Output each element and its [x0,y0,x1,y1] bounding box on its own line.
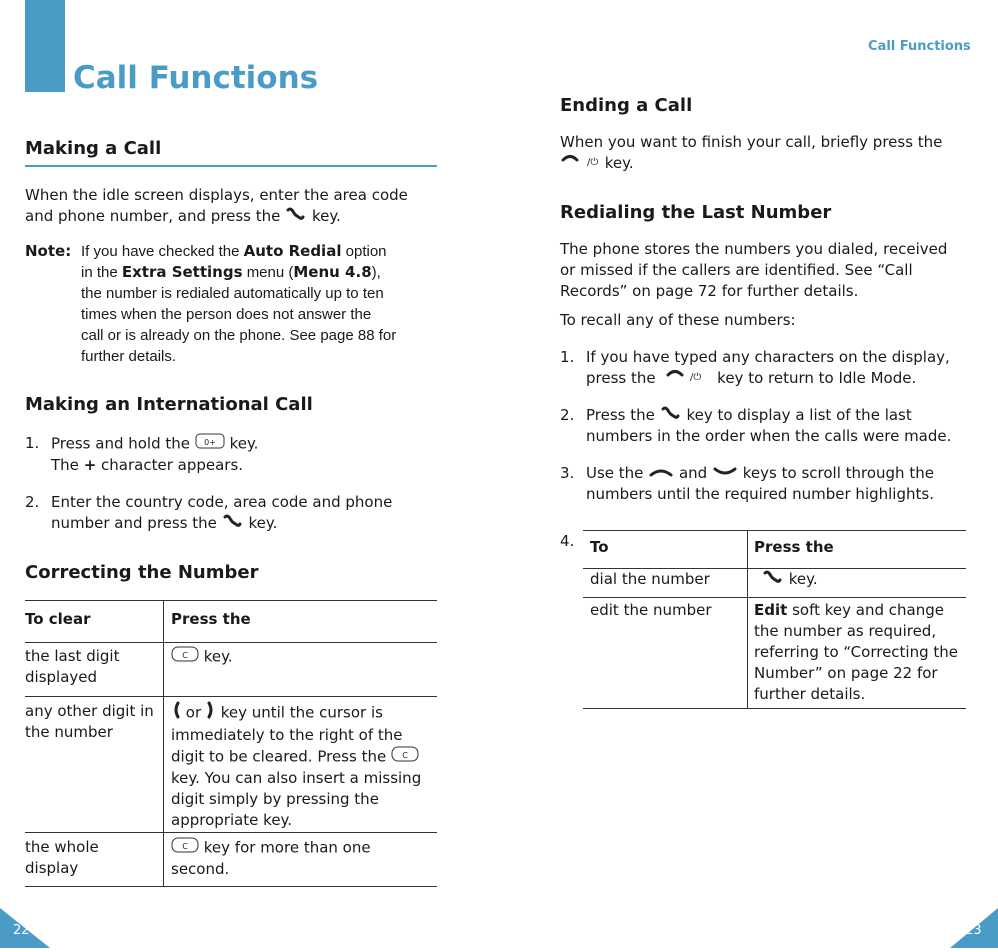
cell-text: key until the cursor is immediately to the right of the digit to be cleared. Press the [171,703,403,766]
cell-text: key. You can also insert a missing digit simply by pressing the appropriate key. [171,769,422,829]
body-line: Records” on page 72 for further details. [560,282,859,300]
table-header [583,531,966,569]
end-key-icon [560,153,600,174]
left-key-icon [171,701,181,725]
step-line: If you have typed any characters on the display, [586,348,950,366]
correcting-heading: Correcting the Number [25,562,259,583]
running-header: Call Functions [868,39,971,54]
note-fragment: option [345,243,387,260]
send-key-icon [762,569,784,590]
note-label: Note: [25,242,72,260]
step-number: 3. [560,464,575,482]
cell-text: key for more than one second. [171,838,371,878]
send-key-icon [660,405,682,426]
step-line [51,433,258,455]
note-bold: Menu 4.8 [293,263,372,281]
redial-heading: Redialing the Last Number [560,202,832,223]
note-fragment: in the [81,264,118,281]
step-text: number and press the [51,514,217,532]
step-text: Press the [586,406,655,424]
step-line: Enter the country code, area code and phone [51,493,393,511]
cell: dial the number [583,569,748,598]
ending-body [560,132,975,174]
step-line [586,368,950,389]
body-line: The phone stores the numbers you dialed, received [560,240,948,258]
step-text: Press and hold the [51,434,190,453]
table-row [25,833,437,887]
step-text: key to return to Idle Mode. [717,369,917,387]
up-key-icon [648,463,674,484]
svg-text:/⏻: /⏻ [690,372,702,383]
send-key-icon [285,206,307,227]
step-number: 2. [560,406,575,424]
step-1 [25,433,437,476]
body-text: and phone number, and press the [25,207,281,225]
col-header: Press the [754,538,834,556]
end-key-icon [660,368,712,389]
cell-text: key. [203,647,233,666]
step-text: Use the [586,464,644,482]
note-bold: Extra Settings [121,263,243,281]
making-call-body [25,185,437,227]
heading-rule [25,165,437,167]
body-line [560,153,975,174]
step-number: 2. [25,493,40,511]
body-text: key. [311,207,341,225]
body-line [25,206,437,227]
step-line [51,513,392,534]
body-line: When you want to finish your call, briefly press the [560,133,943,151]
body-line: To recall any of these numbers: [560,311,796,329]
note-line: call or is already on the phone. See page 88 for [81,327,397,344]
col-header: To [583,531,748,569]
step-text: character appears. [101,456,244,474]
note-line: the number is redialed automatically up to ten [81,285,384,302]
svg-text:/⏻: /⏻ [587,157,599,168]
step-line [51,455,258,476]
step-text: The [51,456,79,474]
cell [748,569,967,598]
col-header: Press the [171,610,251,628]
step-line [586,405,951,426]
table-row [25,643,437,697]
svg-text:0+: 0+ [203,438,216,447]
step-text: press the [586,369,656,387]
step-number: 4. [560,532,575,550]
cell: the last digit displayed [25,643,164,697]
step-text: keys to scroll through the [742,464,934,482]
c-key-icon [171,837,199,859]
table-row [583,598,966,709]
redial-table [583,530,966,709]
step-text: key to display a list of the last [686,406,912,424]
table-row [583,569,966,598]
col-header: To clear [25,601,164,643]
note-fragment: menu ( [246,264,294,281]
cell-text: soft key and change the number as required, referring to “Correcting the Number” on page 22 for further details. [754,601,959,703]
down-key-icon [712,463,738,484]
step-number: 1. [25,434,40,452]
c-key-icon [391,746,419,768]
making-call-heading: Making a Call [25,138,162,159]
ending-heading: Ending a Call [560,95,693,116]
svg-text:C: C [182,651,188,660]
svg-text:C: C [402,751,408,760]
step-line: numbers in the order when the calls were made. [586,427,952,445]
chapter-title: Call Functions [73,60,319,96]
c-key-icon [171,646,199,668]
note-bold: Auto Redial [243,242,342,260]
step-line [586,463,934,484]
note-line: further details. [81,348,177,365]
cell-text: key. [788,570,818,588]
send-key-icon [222,513,244,534]
cell-bold: Edit [754,601,788,619]
step-text: key. [248,514,278,532]
cell: any other digit in the number [25,697,164,833]
chapter-tab [25,0,65,92]
page-number-right [948,906,998,952]
body-text: key. [604,154,634,172]
redial-body [560,239,975,505]
note-fragment: ), [371,264,381,281]
cell [164,833,438,887]
zero-key-icon [195,433,225,455]
right-key-icon [206,701,216,725]
page-number: 22 [13,923,30,938]
plus-char: + [83,456,97,474]
note-line [81,262,441,283]
cell [164,643,438,697]
note-text [81,241,441,367]
cell [164,697,438,833]
table-header [25,601,437,643]
step-text: and [678,464,708,482]
table-row [25,697,437,833]
redial-step-3 [560,463,975,505]
step-number: 1. [560,348,575,366]
step-line: numbers until the required number highlights. [586,485,934,503]
correcting-table [25,600,437,887]
cell: the whole display [25,833,164,887]
redial-step-2 [560,405,975,447]
page-number-left [0,906,52,952]
cell: edit the number [583,598,748,709]
international-heading: Making an International Call [25,394,313,415]
cell [748,598,967,709]
page-number: 23 [965,923,982,938]
svg-text:C: C [182,842,188,851]
body-line: or missed if the callers are identified. See “Call [560,261,913,279]
note-line: times when the person does not answer the [81,306,372,323]
step-text: key. [229,434,259,453]
step-2 [25,492,437,534]
body-line: When the idle screen displays, enter the area code [25,186,408,204]
note-fragment: If you have checked the [81,243,240,260]
cell-text: or [185,703,202,722]
redial-step-1 [560,347,975,389]
note-line [81,241,441,262]
international-steps [25,433,437,534]
